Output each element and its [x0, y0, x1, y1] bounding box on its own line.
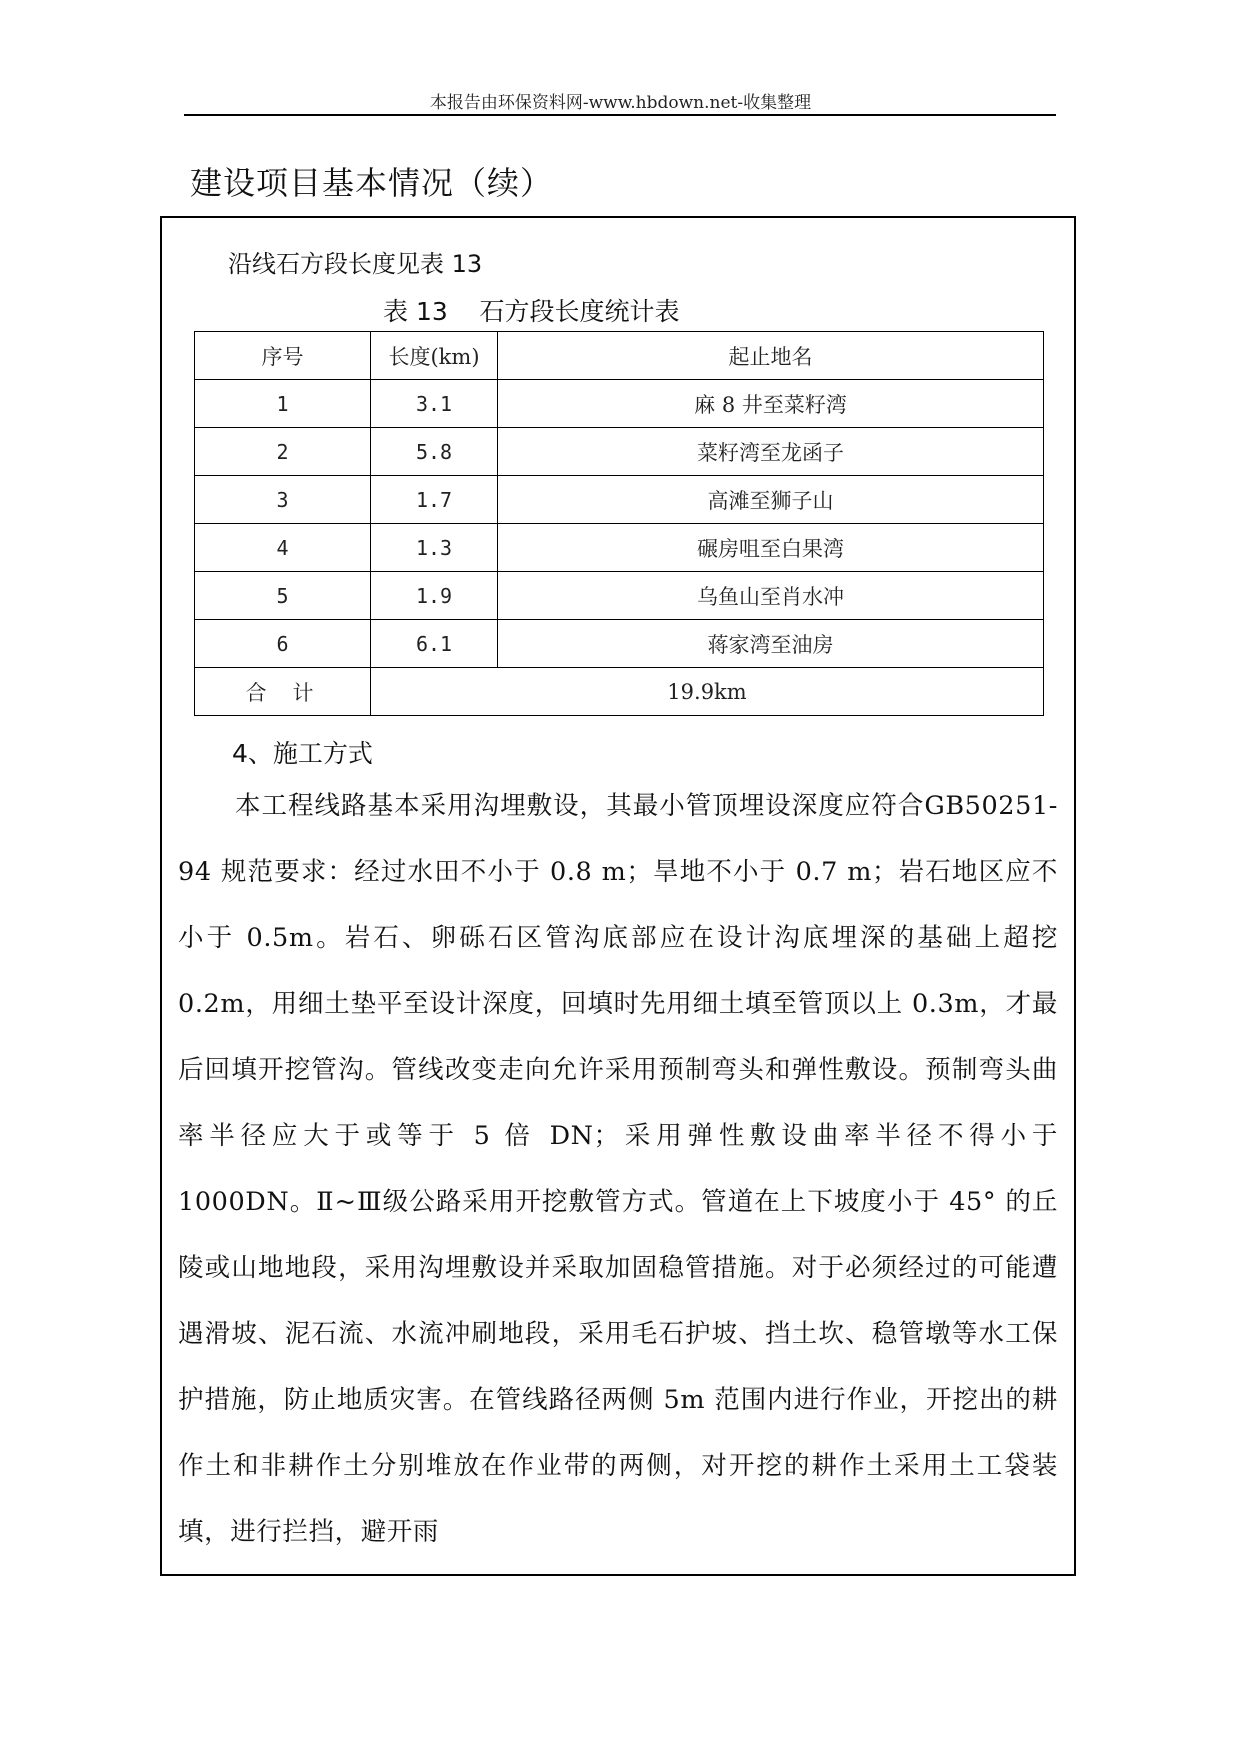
row-index: 6 [195, 620, 371, 668]
row-index: 2 [195, 428, 371, 476]
row-length: 1.3 [371, 524, 498, 572]
row-start-end: 乌鱼山至肖水冲 [498, 572, 1044, 620]
row-index: 3 [195, 476, 371, 524]
table-row [195, 428, 1044, 476]
row-length: 5.8 [371, 428, 498, 476]
row-start-end: 蒋家湾至油房 [498, 620, 1044, 668]
row-length: 1.7 [371, 476, 498, 524]
table-row [195, 524, 1044, 572]
table-row [195, 380, 1044, 428]
row-index: 5 [195, 572, 371, 620]
table-intro-text: 沿线石方段长度见表 13 [228, 250, 483, 278]
row-length: 3.1 [371, 380, 498, 428]
page-header-source: 本报告由环保资料网-www.hbdown.net-收集整理 [429, 93, 812, 113]
subsection-body-text: 本工程线路基本采用沟埋敷设，其最小管顶埋设深度应符合GB50251-94 规范要求：经过水田不小于 0.8 m；旱地不小于 0.7 m；岩石地区应不小于 0.5m。岩石、卵砾石区管沟底部应在设计沟底埋深的基础上超挖 0.2m，用细土垫平至设计深度，回填时先用细土填至管顶以上 0.3m，才最后回填开挖管沟。管线改变走向允许采用预制弯头和弹性敷设。预制弯头曲率半径应大于或等于 5 倍 DN；采用弹性敷设曲率半径不得小于 1000DN。Ⅱ~Ⅲ级公路采用开挖敷管方式。管道在上下坡度小于 45° 的丘陵或山地地段，采用沟埋敷设并采取加固稳管措施。对于必须经过的可能遭遇滑坡、泥石流、水流冲刷地段，采用毛石护坡、挡土坎、稳管墩等水工保护措施，防止地质灾害。在管线路径两侧 5m 范围内进行作业，开挖出的耕作土和非耕作土分别堆放在作业带的两侧，对开挖的耕作土采用土工袋装填，进行拦挡，避开雨 [178, 791, 1058, 1547]
table-header-row [195, 332, 1044, 380]
table-row [195, 476, 1044, 524]
row-length: 6.1 [371, 620, 498, 668]
row-start-end: 高滩至狮子山 [498, 476, 1044, 524]
table-row [195, 572, 1044, 620]
column-header-length: 长度(km) [371, 332, 498, 380]
total-label: 合计 [195, 668, 371, 716]
row-length: 1.9 [371, 572, 498, 620]
column-header-start-end: 起止地名 [498, 332, 1044, 380]
section-title: 建设项目基本情况（续） [190, 164, 554, 202]
row-start-end: 麻 8 井至菜籽湾 [498, 380, 1044, 428]
row-index: 4 [195, 524, 371, 572]
total-value: 19.9km [371, 668, 1044, 716]
row-index: 1 [195, 380, 371, 428]
rock-section-length-table [194, 331, 1044, 716]
subsection-heading: 4、施工方式 [232, 739, 373, 768]
table-caption: 表 13 石方段长度统计表 [383, 297, 680, 326]
row-start-end: 菜籽湾至龙函子 [498, 428, 1044, 476]
header-divider [184, 114, 1056, 116]
row-start-end: 碾房咀至白果湾 [498, 524, 1044, 572]
table-total-row [195, 668, 1044, 716]
column-header-index: 序号 [195, 332, 371, 380]
table-row [195, 620, 1044, 668]
